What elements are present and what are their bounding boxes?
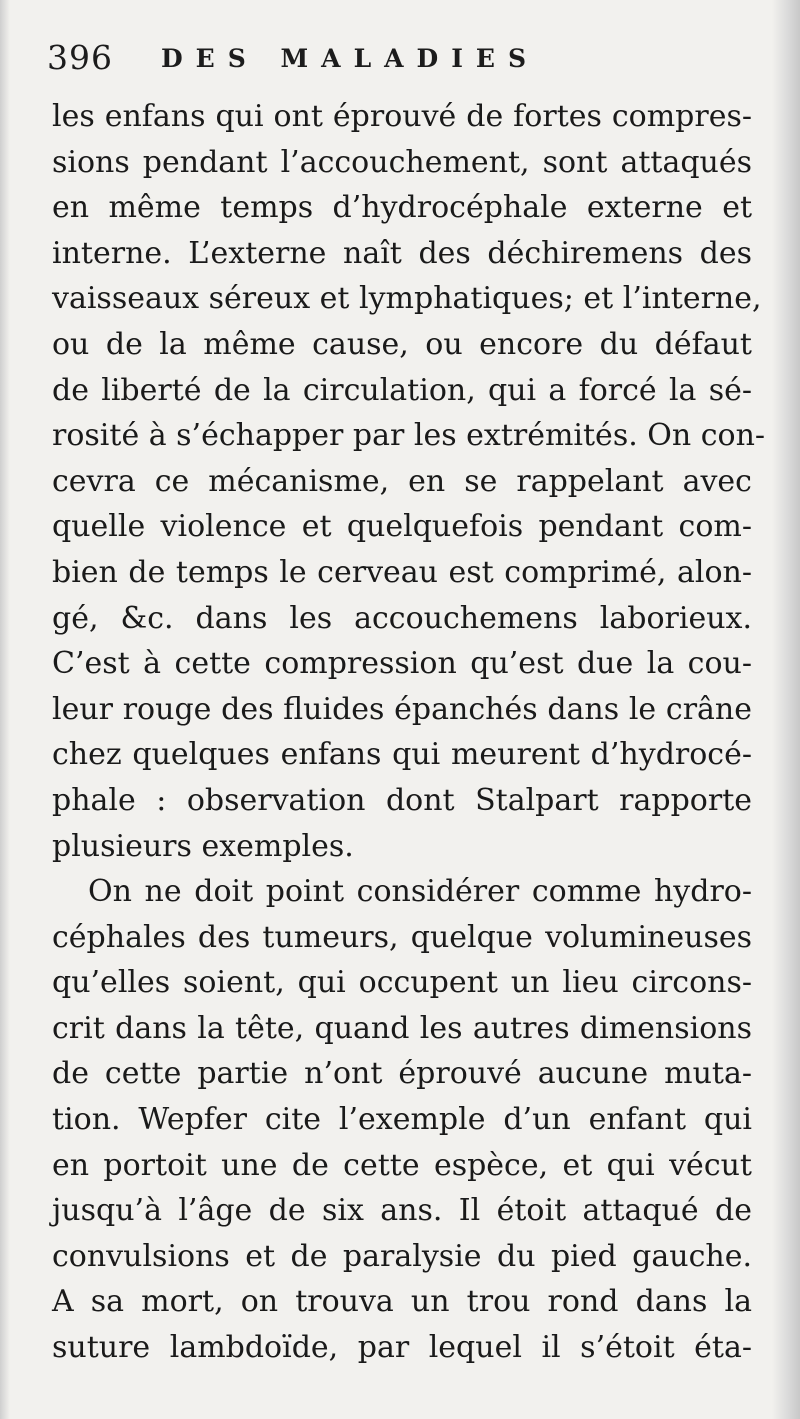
text-line: gé, &c. dans les accouchemens laborieux. xyxy=(52,600,752,636)
paragraph-1 xyxy=(52,94,766,869)
text-line: de cette partie n’ont éprouvé aucune muta- xyxy=(52,1056,752,1092)
text-line: On ne doit point considérer comme hydro- xyxy=(88,874,752,910)
text-line: tion. Wepfer cite l’exemple d’un enfant qui xyxy=(52,1102,752,1138)
text-line: phale : observation dont Stalpart rapporte xyxy=(52,782,752,818)
text-line: A sa mort, on trouva un trou rond dans la xyxy=(52,1284,752,1320)
text-line: ou de la même cause, ou encore du défaut xyxy=(52,326,752,362)
text-line: suture lambdoïde, par lequel il s’étoit éta- xyxy=(52,1330,752,1366)
text-line: cevra ce mécanisme, en se rappelant avec xyxy=(52,463,752,499)
running-head: DES MALADIES xyxy=(161,44,540,73)
paragraph-2 xyxy=(52,869,752,1371)
page-header xyxy=(47,38,747,88)
text-line: convulsions et de paralysie du pied gauche. xyxy=(52,1238,752,1274)
text-line: sions pendant l’accouchement, sont attaqués xyxy=(52,144,752,180)
text-line: en même temps d’hydrocéphale externe et xyxy=(52,190,752,226)
body-text xyxy=(52,94,766,1371)
text-line: de liberté de la circulation, qui a forcé la sé- xyxy=(52,372,752,408)
text-line: jusqu’à l’âge de six ans. Il étoit attaqué de xyxy=(52,1193,752,1229)
text-line: les enfans qui ont éprouvé de fortes compres- xyxy=(52,99,752,134)
page-number: 396 xyxy=(47,38,113,77)
text-line: chez quelques enfans qui meurent d’hydrocé- xyxy=(52,737,752,773)
text-line: plusieurs exemples. xyxy=(52,828,354,864)
text-line: vaisseaux séreux et lymphatiques; et l’interne, xyxy=(52,281,762,317)
text-line: bien de temps le cerveau est comprimé, alon- xyxy=(52,554,752,590)
page-left-shadow xyxy=(0,0,10,1419)
text-line: C’est à cette compression qu’est due la cou- xyxy=(52,646,752,682)
text-line: en portoit une de cette espèce, et qui vécut xyxy=(52,1147,752,1183)
page-right-shadow xyxy=(772,0,800,1419)
text-line: crit dans la tête, quand les autres dimensions xyxy=(52,1010,752,1046)
text-line: quelle violence et quelquefois pendant com- xyxy=(52,509,752,545)
text-line: rosité à s’échapper par les extrémités. On con- xyxy=(52,418,766,454)
text-line: interne. L’externe naît des déchiremens des xyxy=(52,235,752,271)
text-line: leur rouge des fluides épanchés dans le crâne xyxy=(52,691,752,727)
text-line: céphales des tumeurs, quelque volumineuses xyxy=(52,919,752,955)
text-line: qu’elles soient, qui occupent un lieu circons- xyxy=(52,965,752,1001)
